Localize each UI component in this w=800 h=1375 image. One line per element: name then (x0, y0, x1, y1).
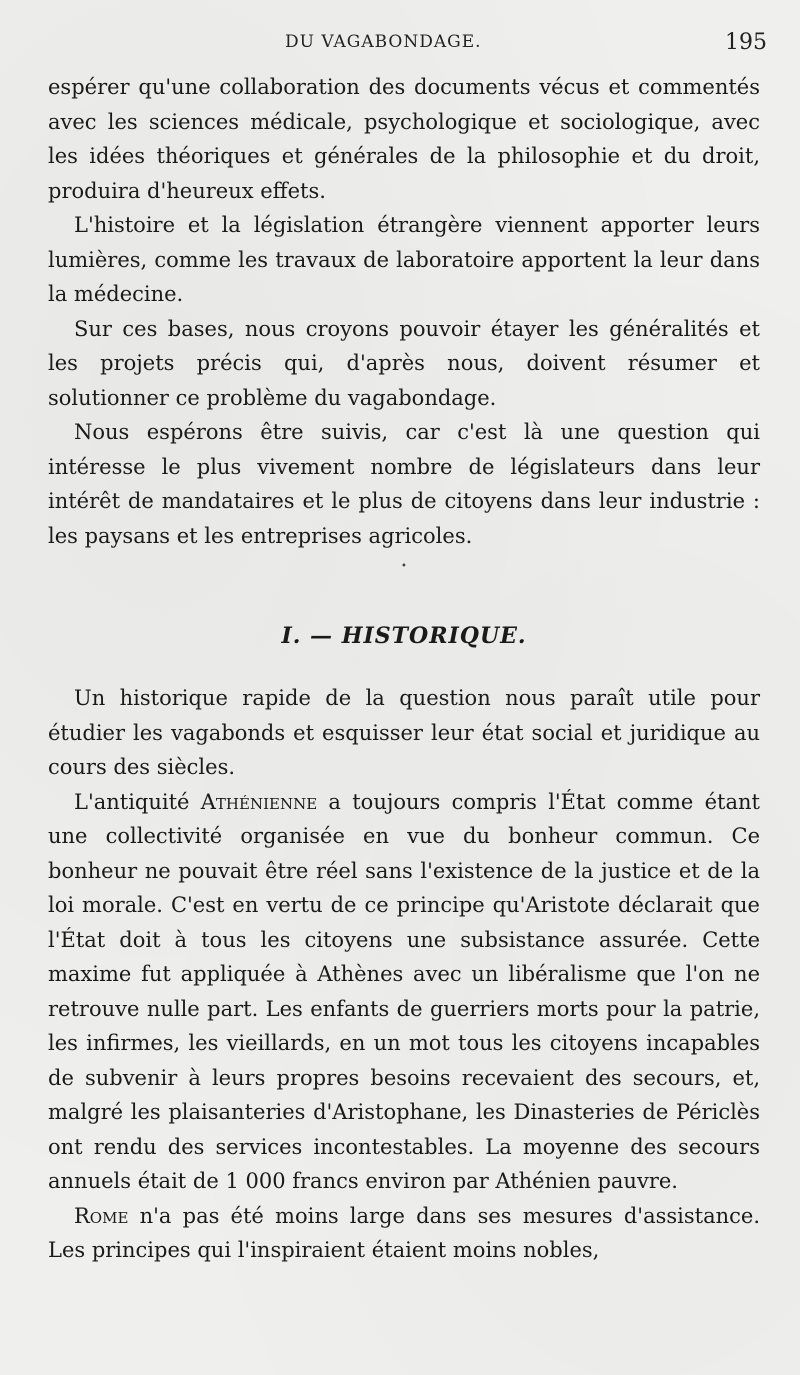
rome-text-after: n'a pas été moins large dans ses mesures d'assistance. Les principes qui l'inspiraient étaient moins nobles, (48, 1203, 760, 1262)
page-number: 195 (725, 30, 767, 55)
athenes-text-before: L'antiquité (74, 789, 201, 814)
paragraph-esperons: Nous espérons être suivis, car c'est là une question qui intéresse le plus vivement nombre de législateurs dans leur intérêt de mandataires et le plus de citoyens dans leur industrie : les paysans et les entreprises agricoles. (48, 420, 760, 548)
running-title: DU VAGABONDAGE. (285, 32, 482, 52)
athenes-text-after: a toujours compris l'État comme étant une collectivité organisée en vue du bonheur commun. Ce bonheur ne pouvait être réel sans l'existence de la justice et de la loi morale. C'est en vertu de ce principe qu'Aristote déclarait que l'État doit à tous les citoyens une subsistance assurée. Cette maxime fut appliquée à Athènes avec un libéralisme que l'on ne retrouve nulle part. Les enfants de guerriers morts pour la patrie, les infirmes, les vieillards, en un mot tous les citoyens incapables de subvenir à leurs propres besoins recevaient des secours, et, malgré les plaisanteries d'Aristophane, les Dinasteries de Périclès ont rendu des services incontestables. La moyenne des secours annuels était de 1 000 francs environ par Athénien pauvre. (48, 789, 760, 1193)
paragraph-athenes (48, 785, 760, 1199)
paragraph-histoire-legislation: L'histoire et la législation étrangère viennent apporter leurs lumières, comme les travaux de laboratoire apportent la leur dans la médecine. (48, 213, 760, 306)
paragraph-continuation: espérer qu'une collaboration des documents vécus et commentés avec les sciences médicale, psychologique et sociologique, avec les idées théoriques et générales de la philosophie et du droit, produira d'heureux effets. (48, 75, 760, 203)
paragraph-bases: Sur ces bases, nous croyons pouvoir étayer les généralités et les projets précis qui, d'après nous, doivent résumer et solutionner ce problème du vagabondage. (48, 316, 760, 410)
running-head (50, 30, 770, 60)
rome-smallcaps: Rome (74, 1203, 129, 1228)
paragraph-historique-intro: Un historique rapide de la question nous paraît utile pour étudier les vagabonds et esquisser leur état social et juridique au cours des siècles. (48, 686, 760, 779)
section-heading-historique: I. — HISTORIQUE. (281, 623, 527, 649)
body-text (48, 70, 760, 1268)
ornament-dot: • (401, 561, 407, 572)
athenes-smallcaps: Athénienne (200, 789, 318, 814)
paragraph-rome (48, 1199, 760, 1268)
